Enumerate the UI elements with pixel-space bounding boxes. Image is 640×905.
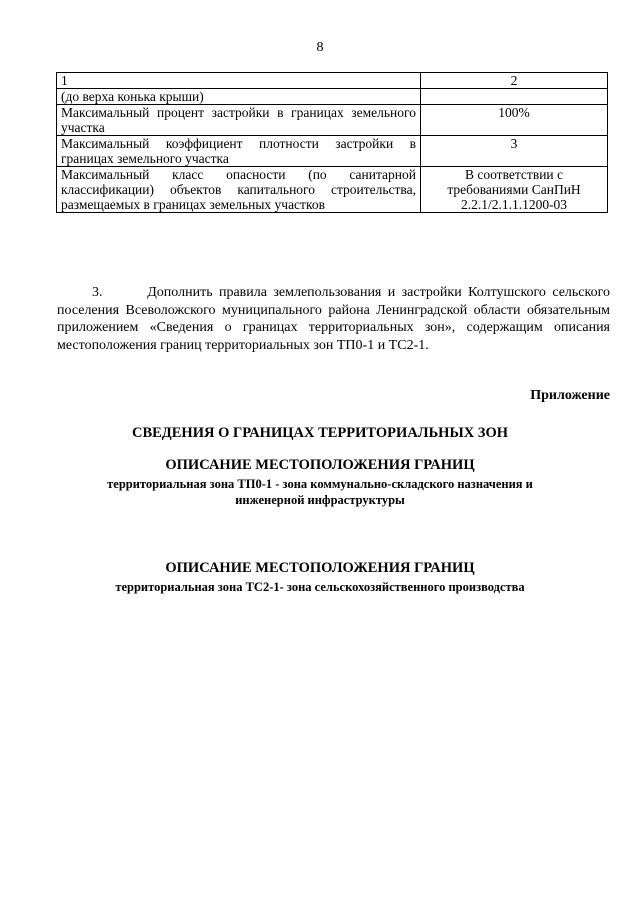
table-cell-value: 3 xyxy=(421,136,608,167)
section-subtitle: территориальная зона ТП0-1 - зона коммунально-складского назначения и инженерной инфраструктуры xyxy=(107,477,533,507)
table-cell-value: В соответствии с требованиями СанПиН 2.2.1/2.1.1.1200-03 xyxy=(421,167,608,213)
table-cell-param: Максимальный класс опасности (по санитарной классификации) объектов капитального строительства, размещаемых в границах земельных участков xyxy=(57,167,421,213)
table-cell-value xyxy=(421,89,608,105)
page-number: 8 xyxy=(316,40,324,55)
table-header-row xyxy=(57,73,608,89)
column-header-2: 2 xyxy=(421,73,608,89)
main-heading: СВЕДЕНИЯ О ГРАНИЦАХ ТЕРРИТОРИАЛЬНЫХ ЗОН xyxy=(131,425,509,441)
table-row xyxy=(57,136,608,167)
appendix-label: Приложение xyxy=(530,388,610,403)
table-cell-param: Максимальный процент застройки в границах земельного участка xyxy=(57,105,421,136)
table-cell-param: Максимальный коэффициент плотности застройки в границах земельного участка xyxy=(57,136,421,167)
table-cell-param: (до верха конька крыши) xyxy=(57,89,421,105)
requirements-table xyxy=(56,72,608,213)
section-subtitle: территориальная зона ТС2-1- зона сельскохозяйственного производства xyxy=(115,580,525,594)
table-row xyxy=(57,167,608,213)
table-row xyxy=(57,89,608,105)
table-row xyxy=(57,105,608,136)
section-heading: ОПИСАНИЕ МЕСТОПОЛОЖЕНИЯ ГРАНИЦ xyxy=(165,457,475,473)
column-header-1: 1 xyxy=(57,73,421,89)
amendment-paragraph: 3. Дополнить правила землепользования и застройки Колтушского сельского поселения Всеволожского муниципального района Ленинградской области обязательным приложением «Сведения о границах территориальных зон», содержащим описания местоположения границ территориальных зон ТП0-1 и ТС2-1. xyxy=(57,285,610,353)
section-heading: ОПИСАНИЕ МЕСТОПОЛОЖЕНИЯ ГРАНИЦ xyxy=(165,560,475,576)
table-cell-value: 100% xyxy=(421,105,608,136)
